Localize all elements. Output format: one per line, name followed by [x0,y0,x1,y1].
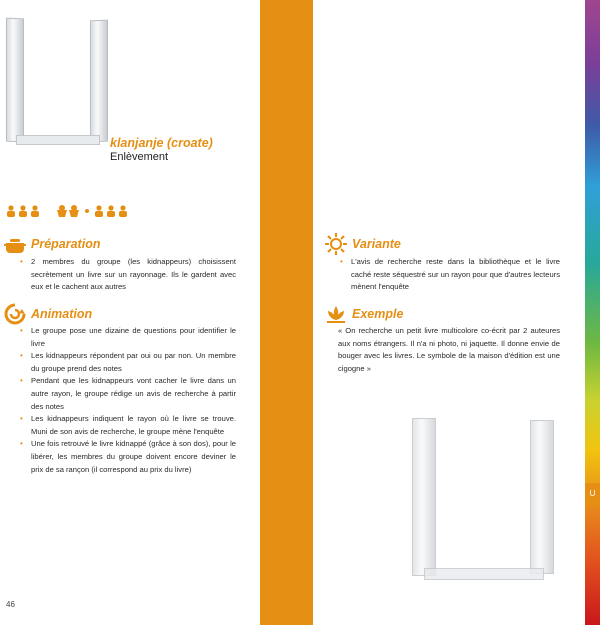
people-group-icon [6,204,40,218]
rainbow-edge [585,0,600,625]
animation-title: Animation [31,307,93,321]
preparation-list [18,256,236,294]
list-item: • Le groupe pose une dizaine de questions pour identifier le livre [18,325,236,350]
list-item: • Une fois retrouvé le livre kidnappé (grâce à son dos), pour le libérer, les membres du groupe doivent encore deviner le prix de sa rançon (il correspond au prix du livre) [18,438,236,476]
exemple-text: « On recherche un petit livre multicolore co-écrit par 2 auteures aux noms étrangers. Il n'a ni photo, ni jaquette. Il donne envie de bouger avec les livres. Le symbole de la maison d'édition est une cigogne » [338,326,560,373]
lotus-icon [325,303,347,325]
sun-icon [325,233,347,255]
hands-icon [56,204,80,218]
animation-list [18,325,236,476]
preparation-title: Préparation [31,237,101,251]
rating-icons [6,203,128,219]
exemple-heading [325,303,403,325]
list-item: • Pendant que les kidnappeurs vont cacher le livre dans un autre rayon, le groupe rédige un avis de recherche à partir des notes [18,375,236,413]
center-band [260,0,313,625]
page-number: 46 [6,600,15,609]
caption-subtitle: Enlèvement [110,151,169,163]
list-item: • L'avis de recherche reste dans la bibliothèque et le livre caché reste séquestré sur un rayon pour que d'autres lecteurs mènent l'enquête [338,256,560,294]
edge-tab: U [585,483,600,505]
book-photo-top [6,18,106,146]
preparation-heading [4,233,100,255]
variante-title: Variante [352,237,401,251]
people-group-icon [94,204,128,218]
cooking-pot-icon [4,233,26,255]
variante-list [338,256,560,294]
list-item: • Les kidnappeurs indiquent le rayon où le livre se trouve. Muni de son avis de recherche, le groupe mène l'enquête [18,413,236,438]
exemple-title: Exemple [352,307,404,321]
animation-heading [4,303,92,325]
caption-title: klanjanje (croate) [110,136,213,150]
variante-heading [325,233,401,255]
animation-swirl-icon [4,303,26,325]
book-photo-bottom [412,418,552,580]
list-item: • Les kidnappeurs répondent par oui ou par non. Un membre du groupe prend des notes [18,350,236,375]
list-item: • 2 membres du groupe (les kidnappeurs) choisissent secrètement un livre sur un rayonnage. Ils le gardent avec eux et le cachent aux autres [18,256,236,294]
